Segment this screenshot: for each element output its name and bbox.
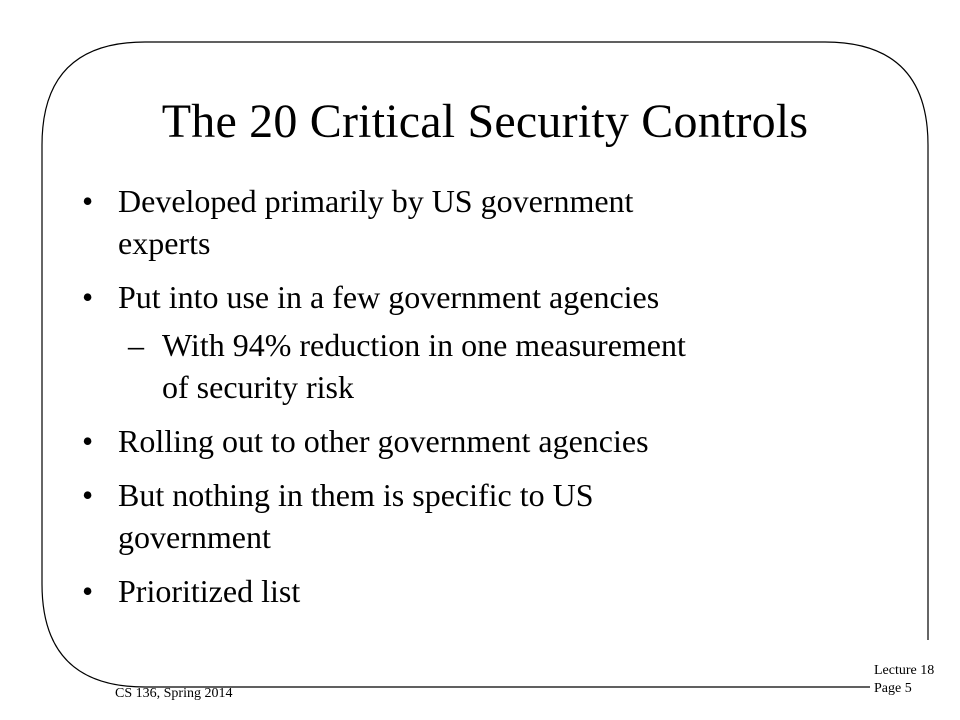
bullet-text-line: Developed primarily by US government <box>118 183 634 219</box>
bullet-item <box>82 276 862 318</box>
bullet-item <box>82 420 862 462</box>
bullet-item <box>82 570 862 612</box>
bullet-item <box>82 474 862 558</box>
bullet-text-line: government <box>118 519 271 555</box>
bullet-text-line: With 94% reduction in one measurement <box>162 327 686 363</box>
bullet-item <box>82 180 862 264</box>
bullet-text-line: Prioritized list <box>118 573 301 609</box>
lecture-page-label <box>874 662 934 698</box>
course-label: CS 136, Spring 2014 <box>115 686 233 701</box>
bullet-text-line: Put into use in a few government agencies <box>118 279 660 315</box>
bullet-dot-icon: • <box>82 279 94 315</box>
bullet-list <box>82 180 862 612</box>
bullet-text-line: experts <box>118 225 211 261</box>
bullet-dot-icon: • <box>82 183 94 219</box>
bullet-dot-icon: • <box>82 423 94 459</box>
bullet-text-line: But nothing in them is specific to US <box>118 477 594 513</box>
bullet-text-line: Rolling out to other government agencies <box>118 423 649 459</box>
bullet-text-line: of security risk <box>162 369 354 405</box>
bullet-dot-icon: • <box>82 477 94 513</box>
lecture-number: Lecture 18 <box>874 663 935 678</box>
bullet-dot-icon: • <box>82 573 94 609</box>
sub-bullet-item <box>82 324 862 408</box>
page-number: Page 5 <box>874 681 912 696</box>
dash-icon: – <box>128 327 144 363</box>
slide-title: The 20 Critical Security Controls <box>161 95 809 148</box>
